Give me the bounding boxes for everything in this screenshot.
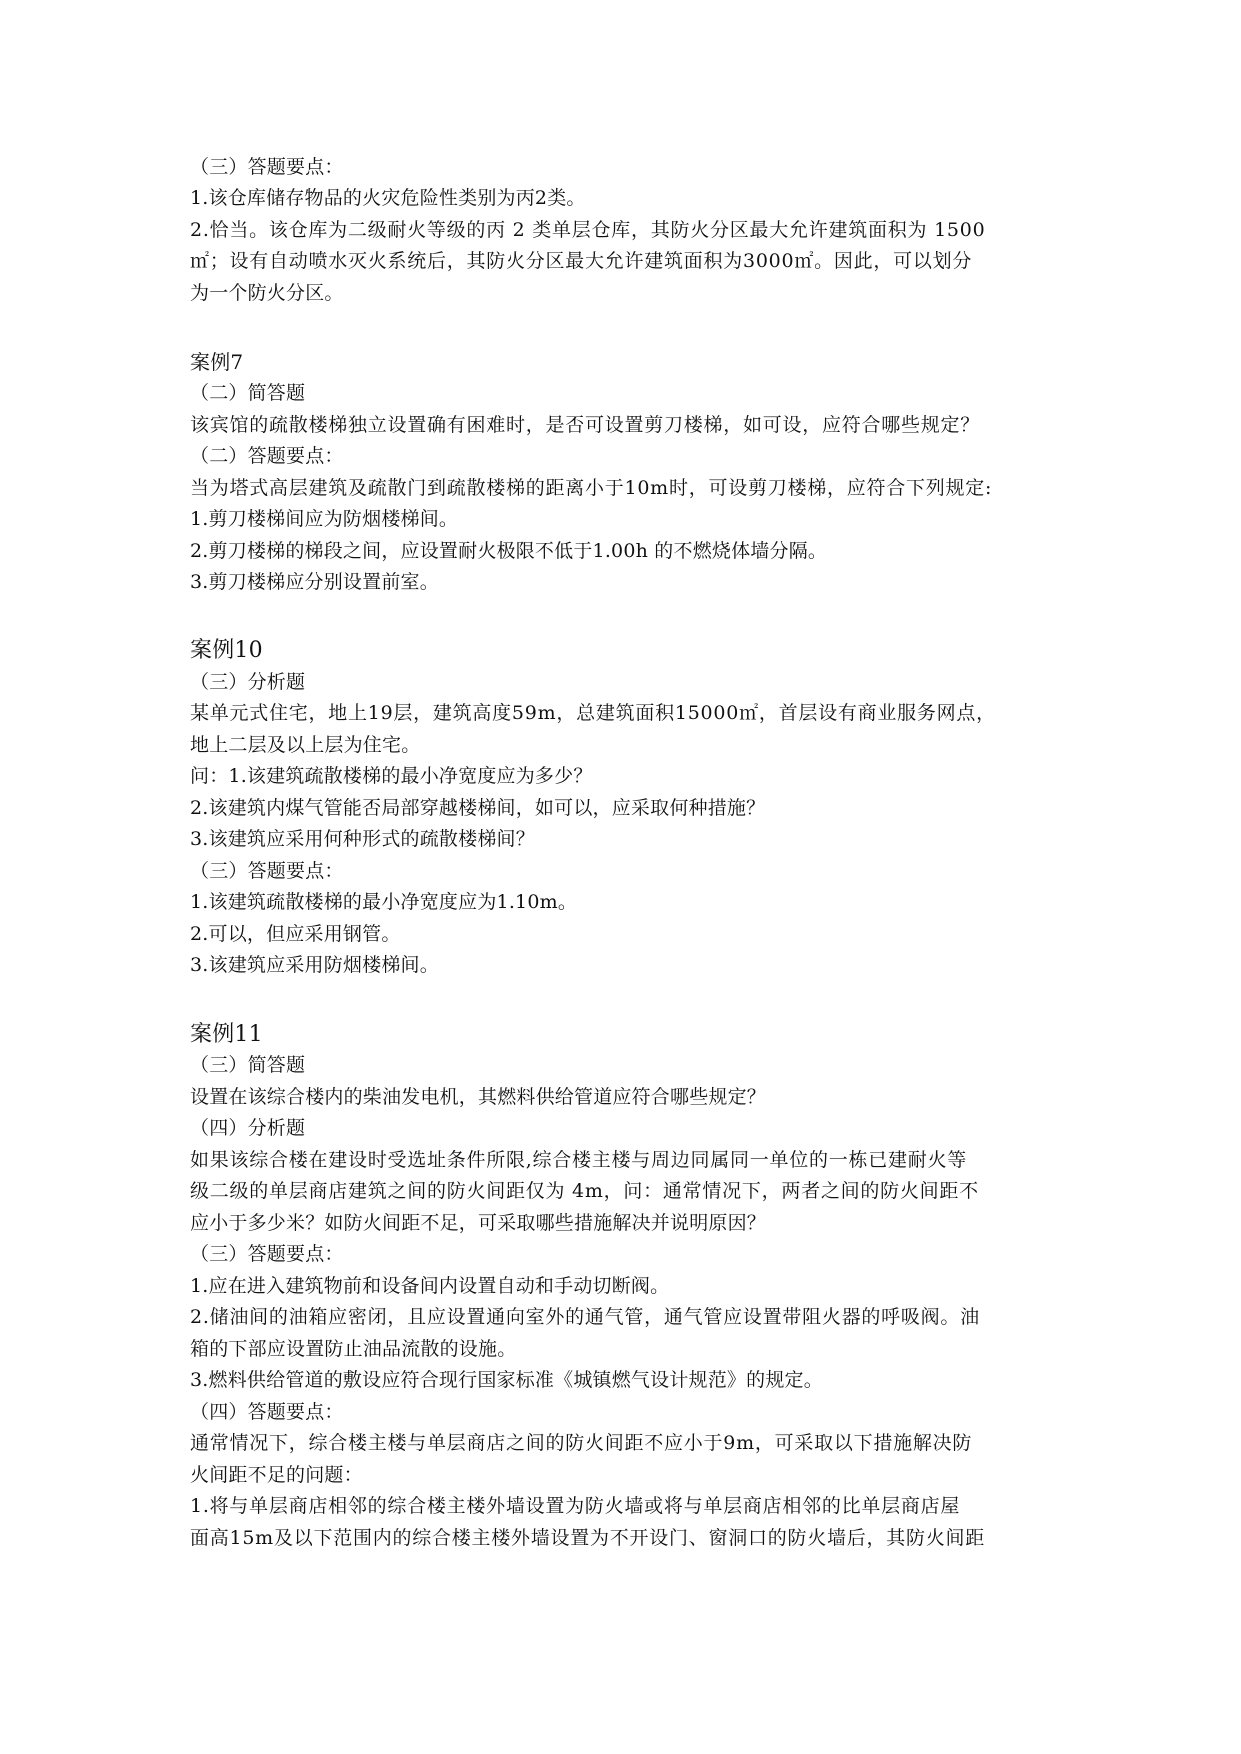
answer-line-1: 1.该仓库储存物品的火灾危险性类别为丙2类。 (190, 187, 586, 209)
case-7-answer-heading: （二）答题要点： (190, 445, 344, 467)
case-7-heading: 案例7 (190, 350, 244, 374)
case-10-answer-heading: （三）答题要点： (190, 860, 344, 882)
case-10-question-3: 3.该建筑应采用何种形式的疏散楼梯间？ (190, 828, 535, 850)
case-10-answer-1: 1.该建筑疏散楼梯的最小净宽度应为1.10m。 (190, 891, 578, 913)
case-10-question-type: （三）分析题 (190, 671, 306, 693)
case-11-short-question: 设置在该综合楼内的柴油发电机，其燃料供给管道应符合哪些规定？ (190, 1086, 767, 1108)
case-11-answer-3-2: 2.储油间的油箱应密闭，且应设置通向室外的通气管，通气管应设置带阻火器的呼吸阀。油 (190, 1306, 980, 1328)
case-11-analysis-question-cont-1: 级二级的单层商店建筑之间的防火间距仅为 4m，问：通常情况下，两者之间的防火间距不 (190, 1180, 979, 1202)
case-7-answer-1: 1.剪刀楼梯间应为防烟楼梯间。 (190, 508, 459, 530)
case-11-answer-3-1: 1.应在进入建筑物前和设备间内设置自动和手动切断阀。 (190, 1275, 670, 1297)
case-10-question-1: 问：1.该建筑疏散楼梯的最小净宽度应为多少？ (190, 765, 593, 787)
case-11-analysis-question: 如果该综合楼在建设时受选址条件所限,综合楼主楼与周边同属同一单位的一栋已建耐火等 (190, 1149, 968, 1171)
case-7-answer-3: 3.剪刀楼梯应分别设置前室。 (190, 571, 439, 593)
case-11-analysis-question-cont-2: 应小于多少米？如防火间距不足，可采取哪些措施解决并说明原因？ (190, 1212, 767, 1234)
case-11-short-question-type: （三）简答题 (190, 1054, 306, 1076)
case-7-answer-2: 2.剪刀楼梯的梯段之间，应设置耐火极限不低于1.00h 的不燃烧体墙分隔。 (190, 540, 828, 562)
case-11-heading: 案例11 (190, 1022, 263, 1047)
section-answer-points-3: （三）答题要点： (190, 156, 344, 178)
case-11-answer-4-intro-cont: 火间距不足的问题： (190, 1464, 363, 1486)
case-11-answer-3-heading: （三）答题要点： (190, 1243, 344, 1265)
case-7-answer-intro: 当为塔式高层建筑及疏散门到疏散楼梯的距离小于10m时，可设剪刀楼梯，应符合下列规定: (190, 477, 993, 499)
case-10-scenario-cont: 地上二层及以上层为住宅。 (190, 734, 421, 756)
case-7-question: 该宾馆的疏散楼梯独立设置确有困难时，是否可设置剪刀楼梯，如可设，应符合哪些规定？ (190, 414, 981, 436)
answer-line-2-cont-2: 为一个防火分区。 (190, 282, 344, 304)
case-10-answer-2: 2.可以，但应采用钢管。 (190, 923, 401, 945)
answer-line-2: 2.恰当。该仓库为二级耐火等级的丙 2 类单层仓库，其防火分区最大允许建筑面积为 1500 (190, 219, 986, 241)
answer-line-2-cont-1: ㎡；设有自动喷水灭火系统后，其防火分区最大允许建筑面积为3000㎡。因此，可以划分 (190, 250, 973, 272)
case-11-answer-3-2-cont: 箱的下部应设置防止油品流散的设施。 (190, 1338, 517, 1360)
case-11-answer-4-heading: （四）答题要点： (190, 1401, 344, 1423)
case-10-question-2: 2.该建筑内煤气管能否局部穿越楼梯间，如可以，应采取何种措施？ (190, 797, 766, 819)
case-11-answer-4-intro: 通常情况下，综合楼主楼与单层商店之间的防火间距不应小于9m，可采取以下措施解决防 (190, 1432, 973, 1454)
case-10-scenario: 某单元式住宅，地上19层，建筑高度59m，总建筑面积15000㎡，首层设有商业服务网点， (190, 702, 996, 724)
case-10-heading: 案例10 (190, 638, 263, 663)
case-7-question-type: （二）简答题 (190, 382, 306, 404)
case-11-answer-3-3: 3.燃料供给管道的敷设应符合现行国家标准《城镇燃气设计规范》的规定。 (190, 1369, 823, 1391)
case-11-analysis-type: （四）分析题 (190, 1117, 306, 1139)
case-10-answer-3: 3.该建筑应采用防烟楼梯间。 (190, 954, 439, 976)
case-11-answer-4-1-cont: 面高15m及以下范围内的综合楼主楼外墙设置为不开设门、窗洞口的防火墙后，其防火间距 (190, 1527, 985, 1549)
case-11-answer-4-1: 1.将与单层商店相邻的综合楼主楼外墙设置为防火墙或将与单层商店相邻的比单层商店屋 (190, 1495, 961, 1517)
